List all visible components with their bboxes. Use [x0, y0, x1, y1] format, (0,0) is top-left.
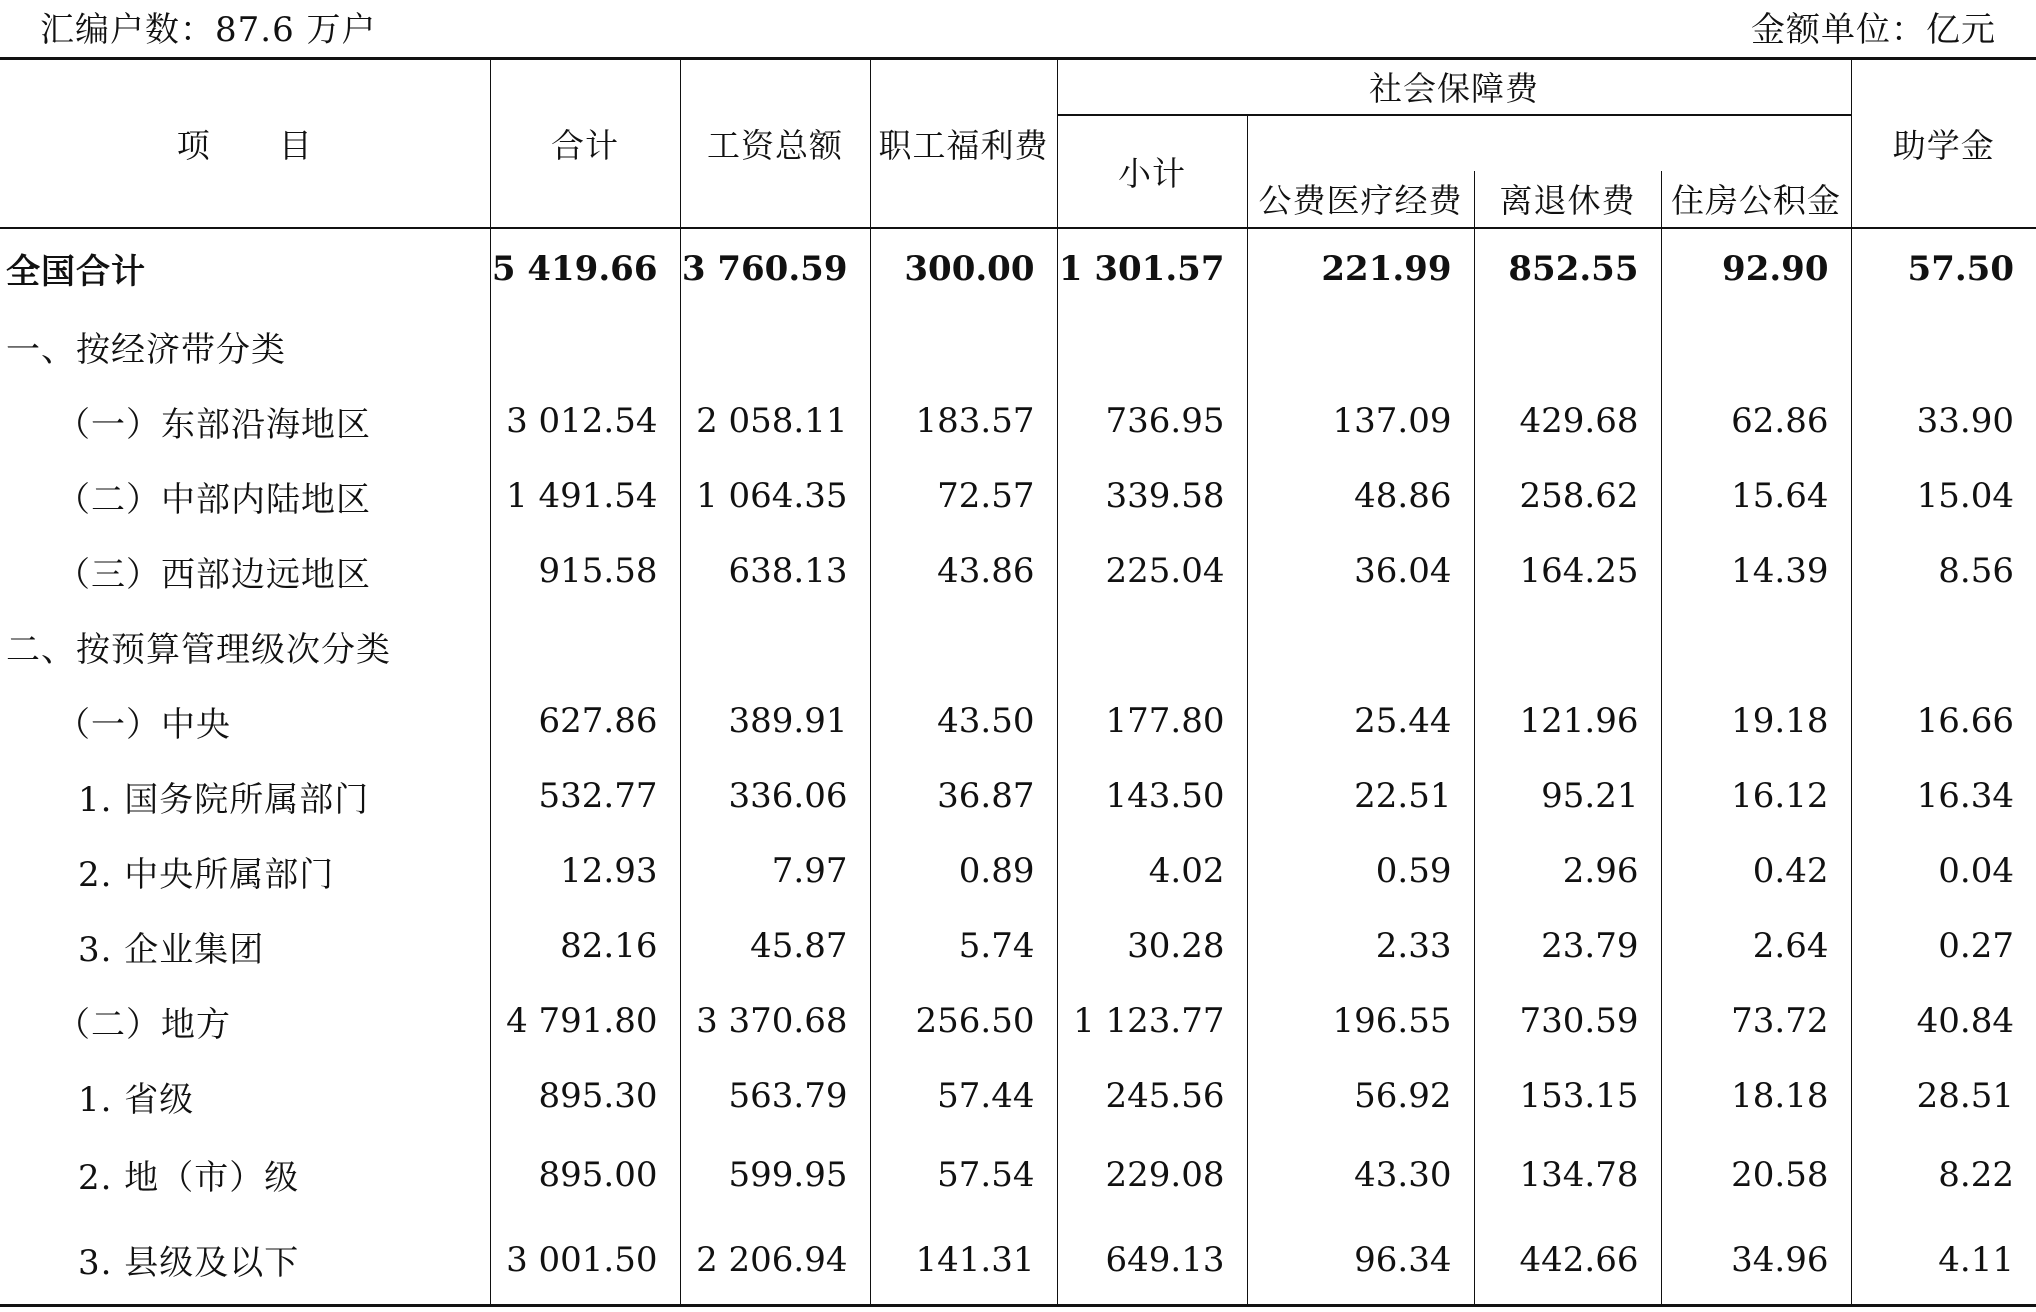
cell-welfare: 72.57: [870, 459, 1057, 534]
cell-wages: 563.79: [680, 1059, 870, 1134]
cell-scholarship: 0.04: [1851, 834, 2036, 909]
cell-subtotal: 225.04: [1057, 534, 1247, 609]
cell-scholarship: 4.11: [1851, 1216, 2036, 1306]
header-social-security-group: 社会保障费: [1057, 59, 1851, 115]
cell-subtotal: 245.56: [1057, 1059, 1247, 1134]
table-row: [0, 834, 2036, 909]
table-row: [0, 459, 2036, 534]
cell-retirement: 23.79: [1474, 909, 1661, 984]
statistics-table: [0, 57, 2036, 1307]
cell-subtotal: 736.95: [1057, 384, 1247, 459]
cell-housing: 20.58: [1661, 1134, 1851, 1216]
cell-housing: 34.96: [1661, 1216, 1851, 1306]
cell-medical: 2.33: [1247, 909, 1474, 984]
cell-welfare: 57.54: [870, 1134, 1057, 1216]
cell-total: 12.93: [490, 834, 680, 909]
cell-medical: 25.44: [1247, 684, 1474, 759]
cell-total: 532.77: [490, 759, 680, 834]
household-count: 汇编户数：87.6 万户: [40, 10, 377, 50]
cell-welfare: 43.86: [870, 534, 1057, 609]
header-welfare: 职工福利费: [870, 59, 1057, 228]
cell-retirement: 153.15: [1474, 1059, 1661, 1134]
cell-subtotal: 1 301.57: [1057, 228, 1247, 309]
cell-wages: 2 206.94: [680, 1216, 870, 1306]
cell-medical: 48.86: [1247, 459, 1474, 534]
cell-retirement: 852.55: [1474, 228, 1661, 309]
cell-wages: [680, 609, 870, 684]
row-label: 3. 县级及以下: [78, 1243, 300, 1283]
cell-wages: 1 064.35: [680, 459, 870, 534]
cell-housing: 16.12: [1661, 759, 1851, 834]
cell-medical: 36.04: [1247, 534, 1474, 609]
header-housing-fund: 住房公积金: [1661, 171, 1851, 228]
cell-scholarship: 40.84: [1851, 984, 2036, 1059]
cell-housing: 15.64: [1661, 459, 1851, 534]
cell-scholarship: 33.90: [1851, 384, 2036, 459]
table-row: [0, 1059, 2036, 1134]
cell-medical: 96.34: [1247, 1216, 1474, 1306]
cell-retirement: 121.96: [1474, 684, 1661, 759]
cell-total: [490, 609, 680, 684]
cell-scholarship: 57.50: [1851, 228, 2036, 309]
cell-total: 895.00: [490, 1134, 680, 1216]
cell-medical: 196.55: [1247, 984, 1474, 1059]
cell-total: [490, 309, 680, 384]
cell-housing: 73.72: [1661, 984, 1851, 1059]
cell-welfare: 57.44: [870, 1059, 1057, 1134]
cell-wages: 2 058.11: [680, 384, 870, 459]
cell-retirement: [1474, 609, 1661, 684]
row-label: 全国合计: [6, 252, 146, 292]
header-item: 项 目: [0, 59, 490, 228]
cell-welfare: 300.00: [870, 228, 1057, 309]
table-row: [0, 984, 2036, 1059]
table-row: [0, 684, 2036, 759]
cell-subtotal: 229.08: [1057, 1134, 1247, 1216]
cell-housing: [1661, 609, 1851, 684]
cell-medical: 0.59: [1247, 834, 1474, 909]
cell-retirement: 442.66: [1474, 1216, 1661, 1306]
cell-subtotal: 1 123.77: [1057, 984, 1247, 1059]
cell-scholarship: 8.56: [1851, 534, 2036, 609]
header-blank: [1247, 115, 1851, 171]
row-label: 2. 地（市）级: [78, 1158, 300, 1198]
cell-medical: [1247, 609, 1474, 684]
table-row: [0, 228, 2036, 309]
cell-welfare: [870, 609, 1057, 684]
header-scholarship: 助学金: [1851, 59, 2036, 228]
cell-wages: 7.97: [680, 834, 870, 909]
cell-total: 627.86: [490, 684, 680, 759]
header-wages: 工资总额: [680, 59, 870, 228]
cell-welfare: 141.31: [870, 1216, 1057, 1306]
cell-housing: 18.18: [1661, 1059, 1851, 1134]
table-row: [0, 909, 2036, 984]
cell-subtotal: [1057, 309, 1247, 384]
cell-housing: 14.39: [1661, 534, 1851, 609]
cell-housing: [1661, 309, 1851, 384]
cell-housing: 0.42: [1661, 834, 1851, 909]
cell-retirement: 134.78: [1474, 1134, 1661, 1216]
cell-retirement: 164.25: [1474, 534, 1661, 609]
row-label: （二）中部内陆地区: [56, 479, 371, 520]
cell-wages: 638.13: [680, 534, 870, 609]
row-label: 2. 中央所属部门: [78, 854, 335, 895]
cell-subtotal: 30.28: [1057, 909, 1247, 984]
table-row: [0, 1216, 2036, 1306]
cell-scholarship: 15.04: [1851, 459, 2036, 534]
header-subtotal: 小计: [1057, 115, 1247, 228]
cell-total: 4 791.80: [490, 984, 680, 1059]
cell-subtotal: 143.50: [1057, 759, 1247, 834]
cell-welfare: 5.74: [870, 909, 1057, 984]
cell-welfare: 256.50: [870, 984, 1057, 1059]
amount-unit: 金额单位：亿元: [1751, 10, 1996, 50]
cell-housing: 62.86: [1661, 384, 1851, 459]
cell-scholarship: 8.22: [1851, 1134, 2036, 1216]
cell-wages: [680, 309, 870, 384]
cell-subtotal: 4.02: [1057, 834, 1247, 909]
cell-medical: 221.99: [1247, 228, 1474, 309]
cell-welfare: [870, 309, 1057, 384]
cell-retirement: 2.96: [1474, 834, 1661, 909]
table-row: [0, 609, 2036, 684]
cell-welfare: 43.50: [870, 684, 1057, 759]
table-row: [0, 759, 2036, 834]
cell-total: 82.16: [490, 909, 680, 984]
cell-medical: 22.51: [1247, 759, 1474, 834]
cell-retirement: 95.21: [1474, 759, 1661, 834]
cell-welfare: 36.87: [870, 759, 1057, 834]
cell-wages: 3 370.68: [680, 984, 870, 1059]
cell-total: 915.58: [490, 534, 680, 609]
cell-housing: 2.64: [1661, 909, 1851, 984]
cell-retirement: 429.68: [1474, 384, 1661, 459]
cell-medical: 137.09: [1247, 384, 1474, 459]
cell-scholarship: [1851, 309, 2036, 384]
cell-medical: 43.30: [1247, 1134, 1474, 1216]
cell-medical: 56.92: [1247, 1059, 1474, 1134]
header-retirement: 离退休费: [1474, 171, 1661, 228]
cell-subtotal: [1057, 609, 1247, 684]
cell-total: 1 491.54: [490, 459, 680, 534]
header-medical: 公费医疗经费: [1247, 171, 1474, 228]
cell-total: 5 419.66: [490, 228, 680, 309]
cell-scholarship: [1851, 609, 2036, 684]
cell-subtotal: 339.58: [1057, 459, 1247, 534]
row-label: （一）中央: [56, 704, 231, 745]
row-label: 二、按预算管理级次分类: [6, 629, 391, 670]
row-label: （三）西部边远地区: [56, 554, 371, 595]
cell-retirement: [1474, 309, 1661, 384]
cell-wages: 336.06: [680, 759, 870, 834]
cell-retirement: 730.59: [1474, 984, 1661, 1059]
cell-total: 3 001.50: [490, 1216, 680, 1306]
cell-wages: 45.87: [680, 909, 870, 984]
table-row: [0, 384, 2036, 459]
cell-housing: 92.90: [1661, 228, 1851, 309]
cell-wages: 599.95: [680, 1134, 870, 1216]
cell-welfare: 0.89: [870, 834, 1057, 909]
cell-scholarship: 28.51: [1851, 1059, 2036, 1134]
row-label: 3. 企业集团: [78, 929, 265, 970]
cell-scholarship: 16.66: [1851, 684, 2036, 759]
cell-retirement: 258.62: [1474, 459, 1661, 534]
table-row: [0, 534, 2036, 609]
cell-scholarship: 0.27: [1851, 909, 2036, 984]
cell-subtotal: 649.13: [1057, 1216, 1247, 1306]
row-label: 1. 国务院所属部门: [78, 779, 370, 820]
table-row: [0, 1134, 2036, 1216]
row-label: 1. 省级: [78, 1079, 195, 1120]
row-label: （一）东部沿海地区: [56, 404, 371, 445]
cell-housing: 19.18: [1661, 684, 1851, 759]
cell-medical: [1247, 309, 1474, 384]
header-total: 合计: [490, 59, 680, 228]
cell-scholarship: 16.34: [1851, 759, 2036, 834]
cell-wages: 389.91: [680, 684, 870, 759]
table-row: [0, 309, 2036, 384]
cell-total: 3 012.54: [490, 384, 680, 459]
cell-welfare: 183.57: [870, 384, 1057, 459]
cell-subtotal: 177.80: [1057, 684, 1247, 759]
row-label: （二）地方: [56, 1004, 231, 1045]
cell-total: 895.30: [490, 1059, 680, 1134]
row-label: 一、按经济带分类: [6, 329, 286, 370]
cell-wages: 3 760.59: [680, 228, 870, 309]
